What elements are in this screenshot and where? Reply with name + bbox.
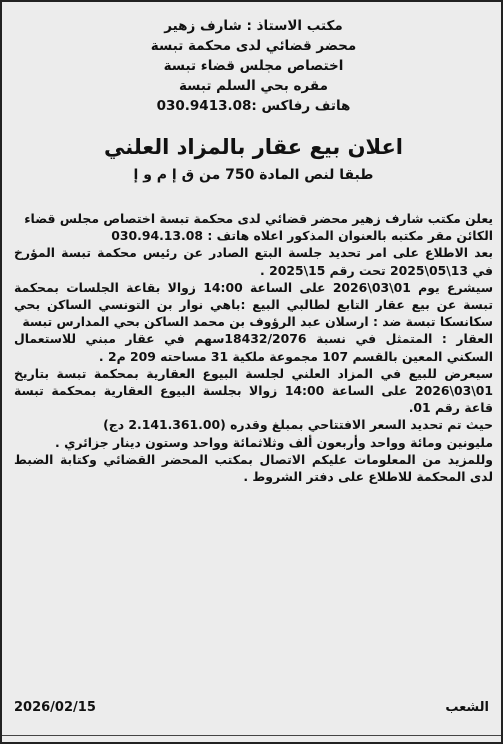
office-header <box>14 16 493 116</box>
paragraph-property: العقار : المتمثل في نسبة 18432/2076سهم في عقار مبني للاستعمال السكني المعين بالقسم 107 مجموعة ملكية 31 مساحته 209 م2 . <box>14 331 494 364</box>
paragraph-sale-parties: سيشرع يوم 01\03\2026 على الساعة 14:00 زوالا بقاعة الجلسات بمحكمة تبسة عن بيع عقار التابع لطالبي البيع :باهي نوار بن التونسي الساكن بحي سكانسكا تبسة ضد : ارسلان عبد الرؤوف بن محمد الساكن بحي المدارس تبسة <box>14 279 494 330</box>
office-address: مقره بحي السلم تبسة <box>178 78 329 94</box>
office-role: محضر قضائي لدى محكمة تبسة <box>150 38 357 54</box>
paragraph-contact: وللمزيد من المعلومات عليكم الاتصال بمكتب المحضر القضائي وكتابة الضبط لدى المحكمة للاطلاع على دفتر الشروط . <box>14 451 493 485</box>
office-phone: هاتف رفاكس :030.9413.08 <box>156 98 351 114</box>
publication-date: 2026/02/15 <box>14 700 96 715</box>
notice-content <box>14 16 493 485</box>
paragraph-auction-date: سيعرض للبيع في المزاد العلني لجلسة البيوع العقارية بمحكمة تبسة بتاريخ 01\03\2026 على الساعة 14:00 زوالا بجلسة البيوع العقارية بمحكمة تبسة قاعة رقم 01. <box>14 365 494 416</box>
office-jurisdiction: اختصاص مجلس قضاء تبسة <box>163 58 344 74</box>
paragraph-court-order: بعد الاطلاع على امر تحديد جلسة البتع الصادر عن رئيس محكمة تبسة المؤرخ في 13\05\2025 تحت رقم 15\2025 . <box>14 245 493 278</box>
notice-subtitle: طبقا لنص المادة 750 من ق إ م و إ <box>133 167 374 183</box>
paragraph-price-words: مليونين ومائة وواحد وأربعون ألف وثلاثمائة وواحد وستون دينار جزائري . <box>55 434 493 450</box>
paragraph-opening-price: حيث تم تحديد السعر الافتتاحي بمبلغ وقدره (2.141.361.00 دج) <box>103 417 493 433</box>
publication-footer <box>14 700 489 715</box>
bottom-divider <box>2 735 501 736</box>
paragraph-announcer: يعلن مكتب شارف زهير محضر قضائي لدى محكمة تبسة اختصاص مجلس قضاء <box>24 211 493 226</box>
notice-body <box>14 210 493 485</box>
paragraph-office-address: الكائن مقر مكتبه بالعنوان المذكور اعلاه هاتف : 030.94.13.08 <box>111 228 493 244</box>
notice-title: اعلان بيع عقار بالمزاد العلني <box>104 135 403 159</box>
newspaper-name: الشعب <box>445 700 489 715</box>
office-name: مكتب الاستاذ : شارف زهير <box>164 18 343 34</box>
